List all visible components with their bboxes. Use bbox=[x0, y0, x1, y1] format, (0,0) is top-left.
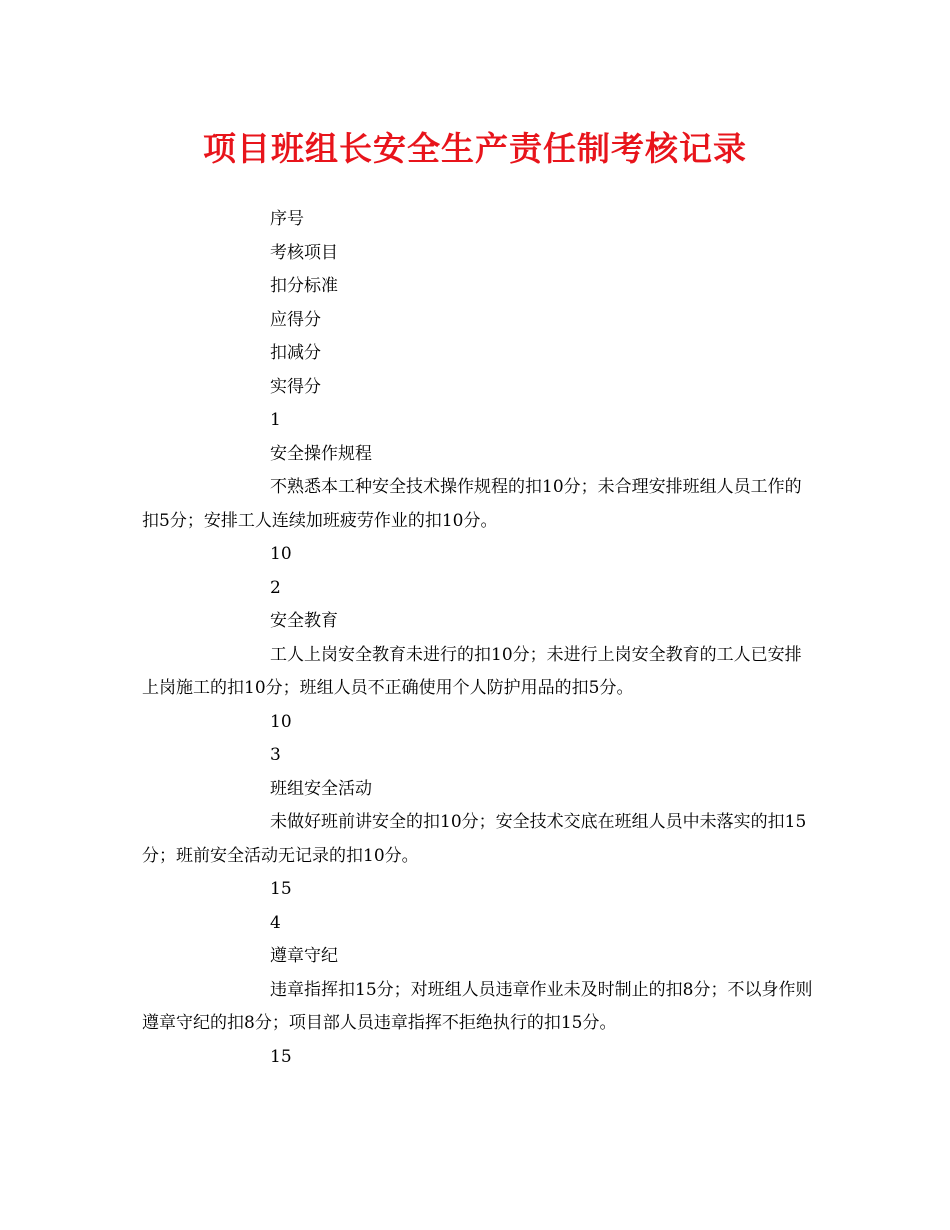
row-criteria: 违章指挥扣15分；对班组人员违章作业未及时制止的扣8分；不以身作则遵章守纪的扣8分；项目部人员违章指挥不拒绝执行的扣15分。 bbox=[142, 979, 813, 1033]
row-item: 班组安全活动 bbox=[270, 778, 372, 799]
row-number: 1 bbox=[270, 410, 281, 430]
row-number: 3 bbox=[270, 745, 281, 765]
header-actual: 实得分 bbox=[270, 376, 321, 397]
row-score: 15 bbox=[270, 879, 292, 899]
header-seq: 序号 bbox=[270, 209, 304, 229]
row-criteria: 未做好班前讲安全的扣10分；安全技术交底在班组人员中未落实的扣15分；班前安全活动无记录的扣10分。 bbox=[142, 812, 807, 866]
row-score: 10 bbox=[270, 711, 292, 732]
page-title: 项目班组长安全生产责任制考核记录 bbox=[203, 129, 747, 168]
header-criteria: 扣分标准 bbox=[270, 276, 338, 296]
row-number: 4 bbox=[270, 912, 281, 933]
row-number: 2 bbox=[270, 577, 281, 598]
header-due: 应得分 bbox=[270, 309, 321, 330]
row-score: 10 bbox=[270, 544, 292, 564]
row-criteria: 不熟悉本工种安全技术操作规程的扣10分；未合理安排班组人员工作的扣5分；安排工人连续加班疲劳作业的扣10分。 bbox=[142, 477, 802, 531]
header-item: 考核项目 bbox=[270, 242, 338, 263]
document-body bbox=[142, 203, 814, 1074]
row-item: 安全操作规程 bbox=[270, 443, 372, 464]
row-criteria: 工人上岗安全教育未进行的扣10分；未进行上岗安全教育的工人已安排上岗施工的扣10分；班组人员不正确使用个人防护用品的扣5分。 bbox=[142, 644, 802, 698]
row-score: 15 bbox=[270, 1046, 292, 1067]
row-item: 安全教育 bbox=[270, 611, 338, 631]
row-item: 遵章守纪 bbox=[270, 946, 338, 966]
header-deduct: 扣减分 bbox=[270, 343, 321, 363]
